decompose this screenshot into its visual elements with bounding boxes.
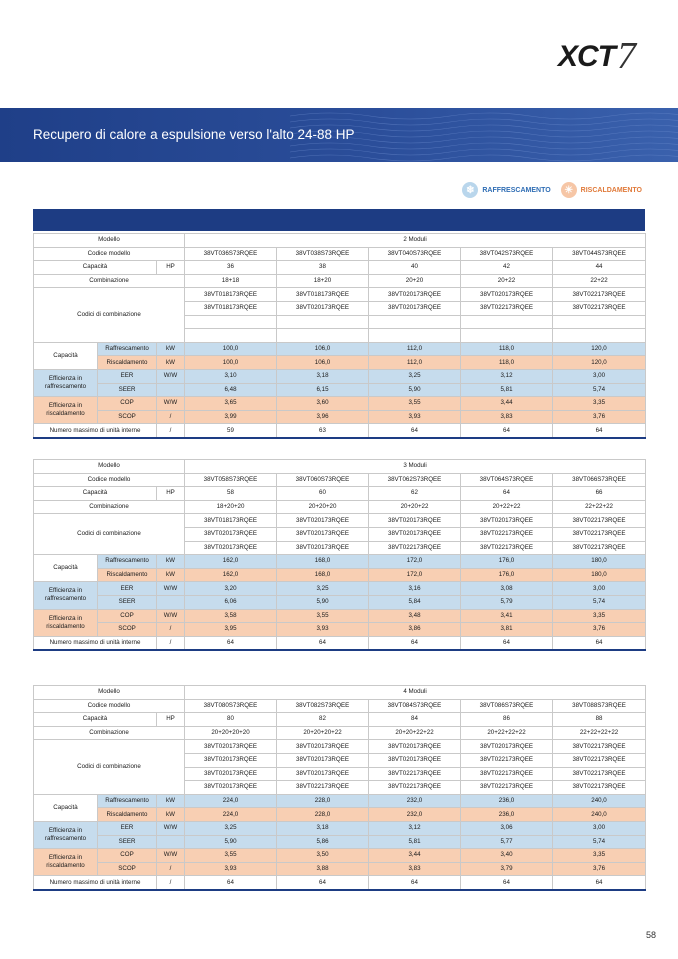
heating-capacity-cell: 224,0	[185, 808, 277, 822]
combo-code-cell: 38VT022173RQEE	[369, 767, 461, 781]
heating-capacity-cell: 106,0	[277, 356, 369, 370]
seer-cell: 5,81	[461, 383, 553, 397]
combination-cell: 20+20+20	[277, 500, 369, 514]
scop-cell: 3,86	[369, 623, 461, 637]
eer-cell: 3,00	[553, 582, 646, 596]
row-label-capacita: Capacità	[34, 713, 157, 727]
combo-code-cell	[461, 315, 553, 329]
seer-cell: 5,81	[369, 835, 461, 849]
seer-cell: 5,77	[461, 835, 553, 849]
combo-code-cell: 38VT020173RQEE	[277, 527, 369, 541]
unit-ww: W/W	[157, 821, 185, 835]
combo-code-cell: 38VT020173RQEE	[369, 527, 461, 541]
combo-code-cell: 38VT022173RQEE	[553, 781, 646, 795]
legend-cooling	[462, 182, 550, 198]
legend-heating-label: RISCALDAMENTO	[580, 186, 642, 194]
eer-cell: 3,00	[553, 369, 646, 383]
combo-code-cell: 38VT020173RQEE	[185, 753, 277, 767]
spec-table-3	[33, 685, 646, 891]
heating-capacity-cell: 240,0	[553, 808, 646, 822]
row-label-max-units: Numero massimo di unità interne	[34, 636, 157, 650]
max-units-cell: 64	[369, 424, 461, 438]
eer-cell: 3,12	[461, 369, 553, 383]
combo-code-cell: 38VT020173RQEE	[277, 767, 369, 781]
page-number: 58	[645, 930, 656, 940]
combo-code-cell: 38VT022173RQEE	[461, 527, 553, 541]
seer-cell: 6,15	[277, 383, 369, 397]
max-units-cell: 64	[277, 876, 369, 890]
combination-cell: 18+18	[185, 274, 277, 288]
combo-code-cell	[553, 329, 646, 343]
combo-code-cell: 38VT020173RQEE	[277, 301, 369, 315]
row-label-codice-modello: Codice modello	[34, 699, 185, 713]
combo-code-cell: 38VT022173RQEE	[553, 527, 646, 541]
model-code-cell: 38VT044S73RQEE	[553, 247, 646, 261]
model-code-cell: 38VT082S73RQEE	[277, 699, 369, 713]
unit-hp: HP	[157, 713, 185, 727]
unit-slash: /	[157, 623, 185, 637]
unit-hp: HP	[157, 261, 185, 275]
hp-cell: 38	[277, 261, 369, 275]
unit-empty	[157, 383, 185, 397]
row-label-eff-risc: Efficienza in riscaldamento	[34, 609, 98, 636]
seer-cell: 5,90	[277, 595, 369, 609]
combination-cell: 20+20+20+22	[277, 726, 369, 740]
unit-kw: kW	[157, 808, 185, 822]
hp-cell: 80	[185, 713, 277, 727]
combo-code-cell: 38VT020173RQEE	[185, 541, 277, 555]
combo-code-cell: 38VT020173RQEE	[277, 753, 369, 767]
label-riscaldamento: Riscaldamento	[98, 356, 157, 370]
label-cop: COP	[98, 397, 157, 411]
eer-cell: 3,18	[277, 369, 369, 383]
scop-cell: 3,83	[461, 410, 553, 424]
max-units-cell: 59	[185, 424, 277, 438]
scop-cell: 3,76	[553, 862, 646, 876]
cooling-capacity-cell: 168,0	[277, 555, 369, 569]
combo-code-cell: 38VT022173RQEE	[461, 753, 553, 767]
model-code-cell: 38VT040S73RQEE	[369, 247, 461, 261]
row-label-capacita-kw: Capacità	[34, 342, 98, 369]
hp-cell: 82	[277, 713, 369, 727]
cooling-capacity-cell: 176,0	[461, 555, 553, 569]
label-raffrescamento: Raffrescamento	[98, 794, 157, 808]
combination-cell: 22+22+22	[553, 500, 646, 514]
combo-code-cell: 38VT022173RQEE	[553, 301, 646, 315]
module-group: 3 Moduli	[185, 460, 646, 474]
snowflake-icon: ❄	[462, 182, 478, 198]
cooling-capacity-cell: 232,0	[369, 794, 461, 808]
scop-cell: 3,83	[369, 862, 461, 876]
module-group: 4 Moduli	[185, 686, 646, 700]
combo-code-cell: 38VT022173RQEE	[553, 288, 646, 302]
hp-cell: 42	[461, 261, 553, 275]
eer-cell: 3,20	[185, 582, 277, 596]
combination-cell: 20+22+22+22	[461, 726, 553, 740]
combination-cell: 20+20+20+20	[185, 726, 277, 740]
legend-heating	[561, 182, 642, 198]
label-seer: SEER	[98, 835, 157, 849]
label-eer: EER	[98, 582, 157, 596]
hp-cell: 84	[369, 713, 461, 727]
unit-slash: /	[157, 636, 185, 650]
cop-cell: 3,35	[553, 849, 646, 863]
combo-code-cell: 38VT022173RQEE	[553, 767, 646, 781]
unit-kw: kW	[157, 794, 185, 808]
hp-cell: 58	[185, 487, 277, 501]
cooling-capacity-cell: 224,0	[185, 794, 277, 808]
seer-cell: 5,74	[553, 383, 646, 397]
combination-cell: 20+22	[461, 274, 553, 288]
seer-cell: 6,06	[185, 595, 277, 609]
combination-cell: 22+22	[553, 274, 646, 288]
max-units-cell: 64	[461, 636, 553, 650]
max-units-cell: 64	[369, 876, 461, 890]
logo-version: 7	[617, 35, 636, 77]
unit-kw: kW	[157, 342, 185, 356]
page-title: Recupero di calore a espulsione verso l'alto 24-88 HP	[33, 127, 355, 142]
heating-capacity-cell: 120,0	[553, 356, 646, 370]
model-code-cell: 38VT066S73RQEE	[553, 473, 646, 487]
eer-cell: 3,10	[185, 369, 277, 383]
eer-cell: 3,18	[277, 821, 369, 835]
max-units-cell: 64	[461, 876, 553, 890]
cop-cell: 3,48	[369, 609, 461, 623]
seer-cell: 5,74	[553, 835, 646, 849]
combo-code-cell: 38VT022173RQEE	[553, 740, 646, 754]
label-raffrescamento: Raffrescamento	[98, 555, 157, 569]
seer-cell: 6,48	[185, 383, 277, 397]
unit-ww: W/W	[157, 369, 185, 383]
seer-cell: 5,79	[461, 595, 553, 609]
cop-cell: 3,35	[553, 397, 646, 411]
combo-code-cell: 38VT022173RQEE	[461, 767, 553, 781]
combo-code-cell: 38VT022173RQEE	[369, 781, 461, 795]
row-label-modello: Modello	[34, 234, 185, 248]
unit-ww: W/W	[157, 397, 185, 411]
cop-cell: 3,41	[461, 609, 553, 623]
heating-capacity-cell: 118,0	[461, 356, 553, 370]
heating-capacity-cell: 236,0	[461, 808, 553, 822]
max-units-cell: 64	[277, 636, 369, 650]
eer-cell: 3,00	[553, 821, 646, 835]
label-seer: SEER	[98, 383, 157, 397]
hp-cell: 44	[553, 261, 646, 275]
heating-capacity-cell: 168,0	[277, 568, 369, 582]
label-cop: COP	[98, 849, 157, 863]
combo-code-cell: 38VT020173RQEE	[369, 753, 461, 767]
combo-code-cell	[369, 329, 461, 343]
combo-code-cell	[185, 329, 277, 343]
logo-wordmark: XCT	[558, 40, 615, 73]
row-label-combinazione: Combinazione	[34, 726, 185, 740]
combo-code-cell	[461, 329, 553, 343]
unit-ww: W/W	[157, 609, 185, 623]
cop-cell: 3,44	[369, 849, 461, 863]
hp-cell: 86	[461, 713, 553, 727]
row-label-max-units: Numero massimo di unità interne	[34, 876, 157, 890]
max-units-cell: 64	[553, 636, 646, 650]
model-code-cell: 38VT038S73RQEE	[277, 247, 369, 261]
row-label-eff-risc: Efficienza in riscaldamento	[34, 849, 98, 876]
combo-code-cell: 38VT022173RQEE	[461, 301, 553, 315]
cop-cell: 3,55	[185, 849, 277, 863]
eer-cell: 3,06	[461, 821, 553, 835]
combination-cell: 18+20+20	[185, 500, 277, 514]
unit-slash: /	[157, 424, 185, 438]
hp-cell: 60	[277, 487, 369, 501]
model-code-cell: 38VT058S73RQEE	[185, 473, 277, 487]
combo-code-cell: 38VT020173RQEE	[369, 740, 461, 754]
unit-empty	[157, 835, 185, 849]
unit-empty	[157, 595, 185, 609]
max-units-cell: 64	[369, 636, 461, 650]
cooling-capacity-cell: 172,0	[369, 555, 461, 569]
cooling-capacity-cell: 228,0	[277, 794, 369, 808]
unit-kw: kW	[157, 568, 185, 582]
combo-code-cell: 38VT020173RQEE	[277, 514, 369, 528]
cooling-capacity-cell: 120,0	[553, 342, 646, 356]
label-scop: SCOP	[98, 862, 157, 876]
scop-cell: 3,93	[185, 862, 277, 876]
row-label-codici-combinazione: Codici di combinazione	[34, 740, 185, 794]
row-label-eff-risc: Efficienza in riscaldamento	[34, 397, 98, 424]
heating-capacity-cell: 176,0	[461, 568, 553, 582]
row-label-codice-modello: Codice modello	[34, 247, 185, 261]
unit-slash: /	[157, 410, 185, 424]
eer-cell: 3,25	[185, 821, 277, 835]
model-code-cell: 38VT064S73RQEE	[461, 473, 553, 487]
scop-cell: 3,93	[277, 623, 369, 637]
eer-cell: 3,16	[369, 582, 461, 596]
combo-code-cell: 38VT022173RQEE	[277, 781, 369, 795]
combo-code-cell: 38VT020173RQEE	[369, 514, 461, 528]
combination-cell: 20+20+22+22	[369, 726, 461, 740]
spec-table-1	[33, 233, 646, 439]
scop-cell: 3,88	[277, 862, 369, 876]
combo-code-cell	[277, 315, 369, 329]
combo-code-cell: 38VT020173RQEE	[461, 288, 553, 302]
spec-table-2	[33, 459, 646, 651]
row-label-capacita-kw: Capacità	[34, 555, 98, 582]
hp-cell: 62	[369, 487, 461, 501]
max-units-cell: 64	[185, 876, 277, 890]
combo-code-cell: 38VT022173RQEE	[553, 541, 646, 555]
heating-capacity-cell: 232,0	[369, 808, 461, 822]
model-code-cell: 38VT086S73RQEE	[461, 699, 553, 713]
cooling-capacity-cell: 106,0	[277, 342, 369, 356]
combo-code-cell: 38VT018173RQEE	[277, 288, 369, 302]
cooling-capacity-cell: 118,0	[461, 342, 553, 356]
cop-cell: 3,65	[185, 397, 277, 411]
scop-cell: 3,76	[553, 623, 646, 637]
combo-code-cell	[369, 315, 461, 329]
eer-cell: 3,12	[369, 821, 461, 835]
module-group: 2 Moduli	[185, 234, 646, 248]
combo-code-cell: 38VT022173RQEE	[461, 781, 553, 795]
row-label-capacita: Capacità	[34, 487, 157, 501]
legend-cooling-label: RAFFRESCAMENTO	[482, 186, 551, 194]
combo-code-cell	[185, 315, 277, 329]
cop-cell: 3,55	[369, 397, 461, 411]
combination-cell: 20+20+22	[369, 500, 461, 514]
combo-code-cell: 38VT020173RQEE	[185, 767, 277, 781]
combo-code-cell: 38VT018173RQEE	[185, 301, 277, 315]
mode-legend	[452, 182, 642, 198]
row-label-combinazione: Combinazione	[34, 500, 185, 514]
row-label-combinazione: Combinazione	[34, 274, 185, 288]
combination-cell: 22+22+22+22	[553, 726, 646, 740]
row-label-codici-combinazione: Codici di combinazione	[34, 288, 185, 342]
combo-code-cell: 38VT022173RQEE	[553, 514, 646, 528]
row-label-max-units: Numero massimo di unità interne	[34, 424, 157, 438]
eer-cell: 3,08	[461, 582, 553, 596]
combo-code-cell: 38VT022173RQEE	[369, 541, 461, 555]
label-riscaldamento: Riscaldamento	[98, 568, 157, 582]
heating-capacity-cell: 172,0	[369, 568, 461, 582]
row-label-eff-raff: Efficienza in raffrescamento	[34, 821, 98, 848]
heating-capacity-cell: 162,0	[185, 568, 277, 582]
combo-code-cell	[277, 329, 369, 343]
combo-code-cell: 38VT022173RQEE	[553, 753, 646, 767]
combo-code-cell: 38VT020173RQEE	[185, 740, 277, 754]
cop-cell: 3,60	[277, 397, 369, 411]
label-scop: SCOP	[98, 410, 157, 424]
scop-cell: 3,93	[369, 410, 461, 424]
row-label-modello: Modello	[34, 686, 185, 700]
max-units-cell: 64	[185, 636, 277, 650]
seer-cell: 5,90	[185, 835, 277, 849]
max-units-cell: 64	[553, 424, 646, 438]
combo-code-cell	[553, 315, 646, 329]
max-units-cell: 64	[553, 876, 646, 890]
scop-cell: 3,96	[277, 410, 369, 424]
cop-cell: 3,40	[461, 849, 553, 863]
unit-ww: W/W	[157, 582, 185, 596]
unit-kw: kW	[157, 555, 185, 569]
unit-slash: /	[157, 876, 185, 890]
row-label-modello: Modello	[34, 460, 185, 474]
combo-code-cell: 38VT018173RQEE	[185, 514, 277, 528]
cooling-capacity-cell: 100,0	[185, 342, 277, 356]
combo-code-cell: 38VT020173RQEE	[185, 527, 277, 541]
model-code-cell: 38VT060S73RQEE	[277, 473, 369, 487]
eer-cell: 3,25	[277, 582, 369, 596]
combo-code-cell: 38VT020173RQEE	[277, 740, 369, 754]
scop-cell: 3,76	[553, 410, 646, 424]
hp-cell: 40	[369, 261, 461, 275]
seer-cell: 5,90	[369, 383, 461, 397]
row-label-eff-raff: Efficienza in raffrescamento	[34, 582, 98, 609]
cooling-capacity-cell: 236,0	[461, 794, 553, 808]
combo-code-cell: 38VT020173RQEE	[461, 514, 553, 528]
label-scop: SCOP	[98, 623, 157, 637]
hp-cell: 66	[553, 487, 646, 501]
cooling-capacity-cell: 162,0	[185, 555, 277, 569]
combo-code-cell: 38VT020173RQEE	[369, 301, 461, 315]
brand-logo	[558, 34, 636, 77]
cop-cell: 3,58	[185, 609, 277, 623]
seer-cell: 5,74	[553, 595, 646, 609]
section-banner	[0, 108, 678, 162]
table-header-bar	[33, 209, 645, 231]
row-label-codice-modello: Codice modello	[34, 473, 185, 487]
hp-cell: 36	[185, 261, 277, 275]
cop-cell: 3,35	[553, 609, 646, 623]
label-cop: COP	[98, 609, 157, 623]
combination-cell: 20+20	[369, 274, 461, 288]
eer-cell: 3,25	[369, 369, 461, 383]
model-code-cell: 38VT062S73RQEE	[369, 473, 461, 487]
combo-code-cell: 38VT020173RQEE	[369, 288, 461, 302]
hp-cell: 88	[553, 713, 646, 727]
unit-hp: HP	[157, 487, 185, 501]
row-label-eff-raff: Efficienza in raffrescamento	[34, 369, 98, 396]
model-code-cell: 38VT036S73RQEE	[185, 247, 277, 261]
unit-kw: kW	[157, 356, 185, 370]
label-seer: SEER	[98, 595, 157, 609]
label-raffrescamento: Raffrescamento	[98, 342, 157, 356]
hp-cell: 64	[461, 487, 553, 501]
unit-ww: W/W	[157, 849, 185, 863]
heating-capacity-cell: 228,0	[277, 808, 369, 822]
combination-cell: 18+20	[277, 274, 369, 288]
scop-cell: 3,95	[185, 623, 277, 637]
model-code-cell: 38VT084S73RQEE	[369, 699, 461, 713]
model-code-cell: 38VT042S73RQEE	[461, 247, 553, 261]
scop-cell: 3,79	[461, 862, 553, 876]
max-units-cell: 64	[461, 424, 553, 438]
cop-cell: 3,50	[277, 849, 369, 863]
model-code-cell: 38VT080S73RQEE	[185, 699, 277, 713]
heating-capacity-cell: 180,0	[553, 568, 646, 582]
combo-code-cell: 38VT022173RQEE	[461, 541, 553, 555]
label-eer: EER	[98, 369, 157, 383]
unit-slash: /	[157, 862, 185, 876]
cop-cell: 3,55	[277, 609, 369, 623]
combination-cell: 20+22+22	[461, 500, 553, 514]
seer-cell: 5,84	[369, 595, 461, 609]
cooling-capacity-cell: 180,0	[553, 555, 646, 569]
label-riscaldamento: Riscaldamento	[98, 808, 157, 822]
cop-cell: 3,44	[461, 397, 553, 411]
sun-icon: ☀	[561, 182, 577, 198]
combo-code-cell: 38VT020173RQEE	[461, 740, 553, 754]
row-label-capacita: Capacità	[34, 261, 157, 275]
scop-cell: 3,99	[185, 410, 277, 424]
heating-capacity-cell: 112,0	[369, 356, 461, 370]
cooling-capacity-cell: 112,0	[369, 342, 461, 356]
combo-code-cell: 38VT018173RQEE	[185, 288, 277, 302]
combo-code-cell: 38VT020173RQEE	[277, 541, 369, 555]
row-label-codici-combinazione: Codici di combinazione	[34, 514, 185, 555]
heating-capacity-cell: 100,0	[185, 356, 277, 370]
label-eer: EER	[98, 821, 157, 835]
row-label-capacita-kw: Capacità	[34, 794, 98, 821]
max-units-cell: 63	[277, 424, 369, 438]
scop-cell: 3,81	[461, 623, 553, 637]
seer-cell: 5,86	[277, 835, 369, 849]
cooling-capacity-cell: 240,0	[553, 794, 646, 808]
combo-code-cell: 38VT020173RQEE	[185, 781, 277, 795]
model-code-cell: 38VT088S73RQEE	[553, 699, 646, 713]
